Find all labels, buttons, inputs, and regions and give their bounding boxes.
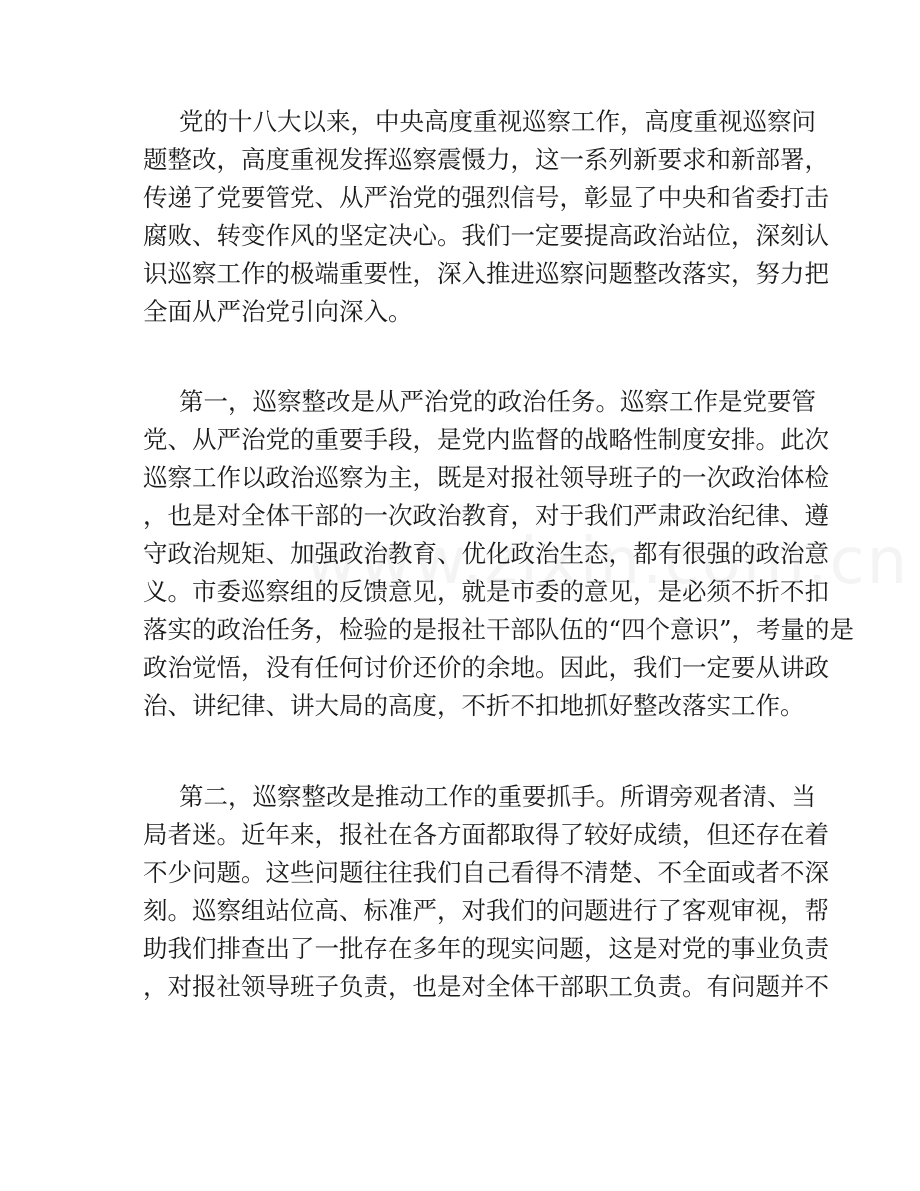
text-line: 刻。巡察组站位高、标准严，对我们的问题进行了客观审视，帮 bbox=[143, 896, 829, 925]
paragraph-2 bbox=[143, 383, 855, 725]
text-line: 治、讲纪律、讲大局的高度，不折不扣地抓好整改落实工作。 bbox=[143, 691, 805, 720]
text-line: 党的十八大以来，中央高度重视巡察工作，高度重视巡察问 bbox=[179, 107, 816, 136]
text-line: 传递了党要管党、从严治党的强烈信号，彰显了中央和省委打击 bbox=[143, 183, 829, 212]
text-line: 巡察工作以政治巡察为主，既是对报社领导班子的一次政治体检 bbox=[143, 463, 829, 492]
text-line: 守政治规矩、加强政治教育、优化政治生态，都有很强的政治意 bbox=[143, 539, 829, 568]
text-line: 腐败、转变作风的坚定决心。我们一定要提高政治站位，深刻认 bbox=[143, 221, 829, 250]
text-line: ，也是对全体干部的一次政治教育，对于我们严肃政治纪律、遵 bbox=[143, 501, 829, 530]
text-line: 政治觉悟，没有任何讨价还价的余地。因此，我们一定要从讲政 bbox=[143, 653, 829, 682]
text-line: 第一，巡察整改是从严治党的政治任务。巡察工作是党要管 bbox=[179, 387, 816, 416]
text-line: 落实的政治任务，检验的是报社干部队伍的“四个意识”，考量的是 bbox=[143, 615, 855, 644]
text-line: 党、从严治党的重要手段，是党内监督的战略性制度安排。此次 bbox=[143, 425, 829, 454]
text-line: 识巡察工作的极端重要性，深入推进巡察问题整改落实，努力把 bbox=[143, 259, 829, 288]
paragraph-1 bbox=[143, 103, 829, 331]
text-line: 全面从严治党引向深入。 bbox=[143, 297, 413, 326]
paragraph-3 bbox=[143, 778, 829, 1006]
text-line: 不少问题。这些问题往往我们自己看得不清楚、不全面或者不深 bbox=[143, 858, 829, 887]
text-line: 助我们排查出了一批存在多年的现实问题，这是对党的事业负责 bbox=[143, 934, 829, 963]
text-line: ，对报社领导班子负责，也是对全体干部职工负责。有问题并不 bbox=[143, 972, 829, 1001]
text-line: 义。市委巡察组的反馈意见，就是市委的意见，是必须不折不扣 bbox=[143, 577, 829, 606]
text-line: 第二，巡察整改是推动工作的重要抓手。所谓旁观者清、当 bbox=[179, 782, 816, 811]
text-line: 题整改，高度重视发挥巡察震慑力，这一系列新要求和新部署， bbox=[143, 145, 829, 174]
text-line: 局者迷。近年来，报社在各方面都取得了较好成绩，但还存在着 bbox=[143, 820, 829, 849]
